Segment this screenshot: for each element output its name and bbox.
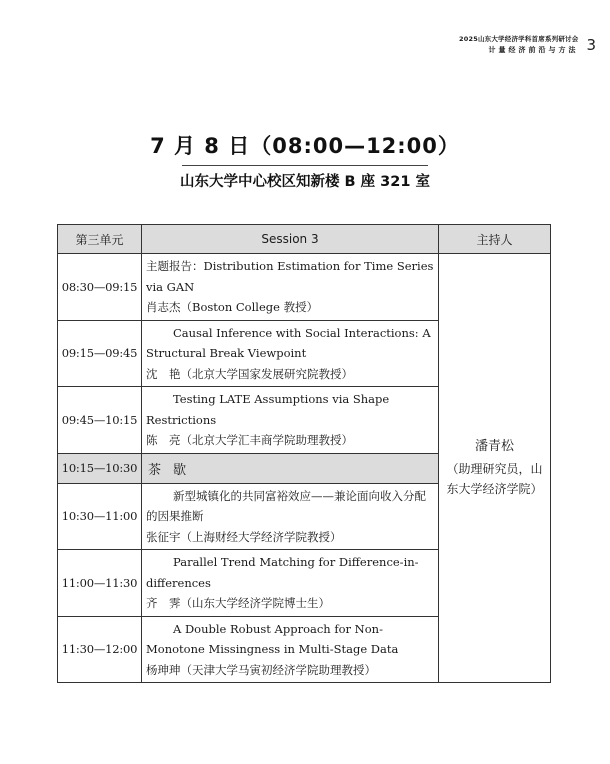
host-cell [439,254,551,683]
header-host: 主持人 [439,225,551,254]
talk-title: 主题报告：Distribution Estimation for Time Series via GAN [146,259,434,294]
section-title-block [0,130,610,191]
time-slot: 08:30—09:15 [58,254,142,321]
time-slot: 10:30—11:00 [58,483,142,550]
header-session: Session 3 [142,225,439,254]
tea-break: 茶 歇 [142,453,439,483]
header-text [459,34,578,56]
speaker: 沈 艳（北京大学国家发展研究院教授） [146,366,353,381]
table-row [58,254,551,321]
session-date-time: 7 月 8 日（08:00—12:00） [150,134,460,158]
talk-title: A Double Robust Approach for Non-Monotone Missingness in Multi-Stage Data [146,621,399,656]
title-divider [182,165,428,166]
speaker: 肖志杰（Boston College 教授） [146,300,319,314]
speaker: 陈 亮（北京大学汇丰商学院助理教授） [146,433,353,447]
host-name: 潘青松 [474,439,514,454]
speaker: 张征宇（上海财经大学经济学院教授） [146,529,342,544]
speaker: 齐 霁（山东大学经济学院博士生） [146,596,330,610]
schedule-table [57,224,551,683]
talk-title: Testing LATE Assumptions via Shape Restrictions [146,392,390,427]
speaker: 杨珅珅（天津大学马寅初经济学院助理教授） [146,662,376,677]
talk-title: 新型城镇化的共同富裕效应——兼论面向收入分配的因果推断 [146,488,426,523]
time-slot: 11:00—11:30 [58,550,142,617]
header-subtitle: 计量经济前沿与方法 [488,46,579,54]
session-cell [142,550,439,617]
talk-title: Parallel Trend Matching for Difference-in-differences [146,555,419,590]
time-slot: 09:45—10:15 [58,387,142,454]
time-slot: 09:15—09:45 [58,320,142,387]
session-venue: 山东大学中心校区知新楼 B 座 321 室 [179,174,430,190]
host-affiliation: （助理研究员，山东大学经济学院） [446,462,543,496]
time-slot: 11:30—12:00 [58,616,142,683]
session-cell [142,616,439,683]
session-cell [142,254,439,321]
session-cell [142,320,439,387]
session-cell [142,483,439,550]
running-header [459,34,596,56]
header-unit: 第三单元 [58,225,142,254]
header-conference-name: 2025山东大学经济学科首席系列研讨会 [459,35,579,43]
page-number: 3 [586,36,596,54]
time-slot: 10:15—10:30 [58,453,142,483]
talk-title: Causal Inference with Social Interactions: A Structural Break Viewpoint [146,325,431,360]
session-cell [142,387,439,454]
table-header-row [58,225,551,254]
